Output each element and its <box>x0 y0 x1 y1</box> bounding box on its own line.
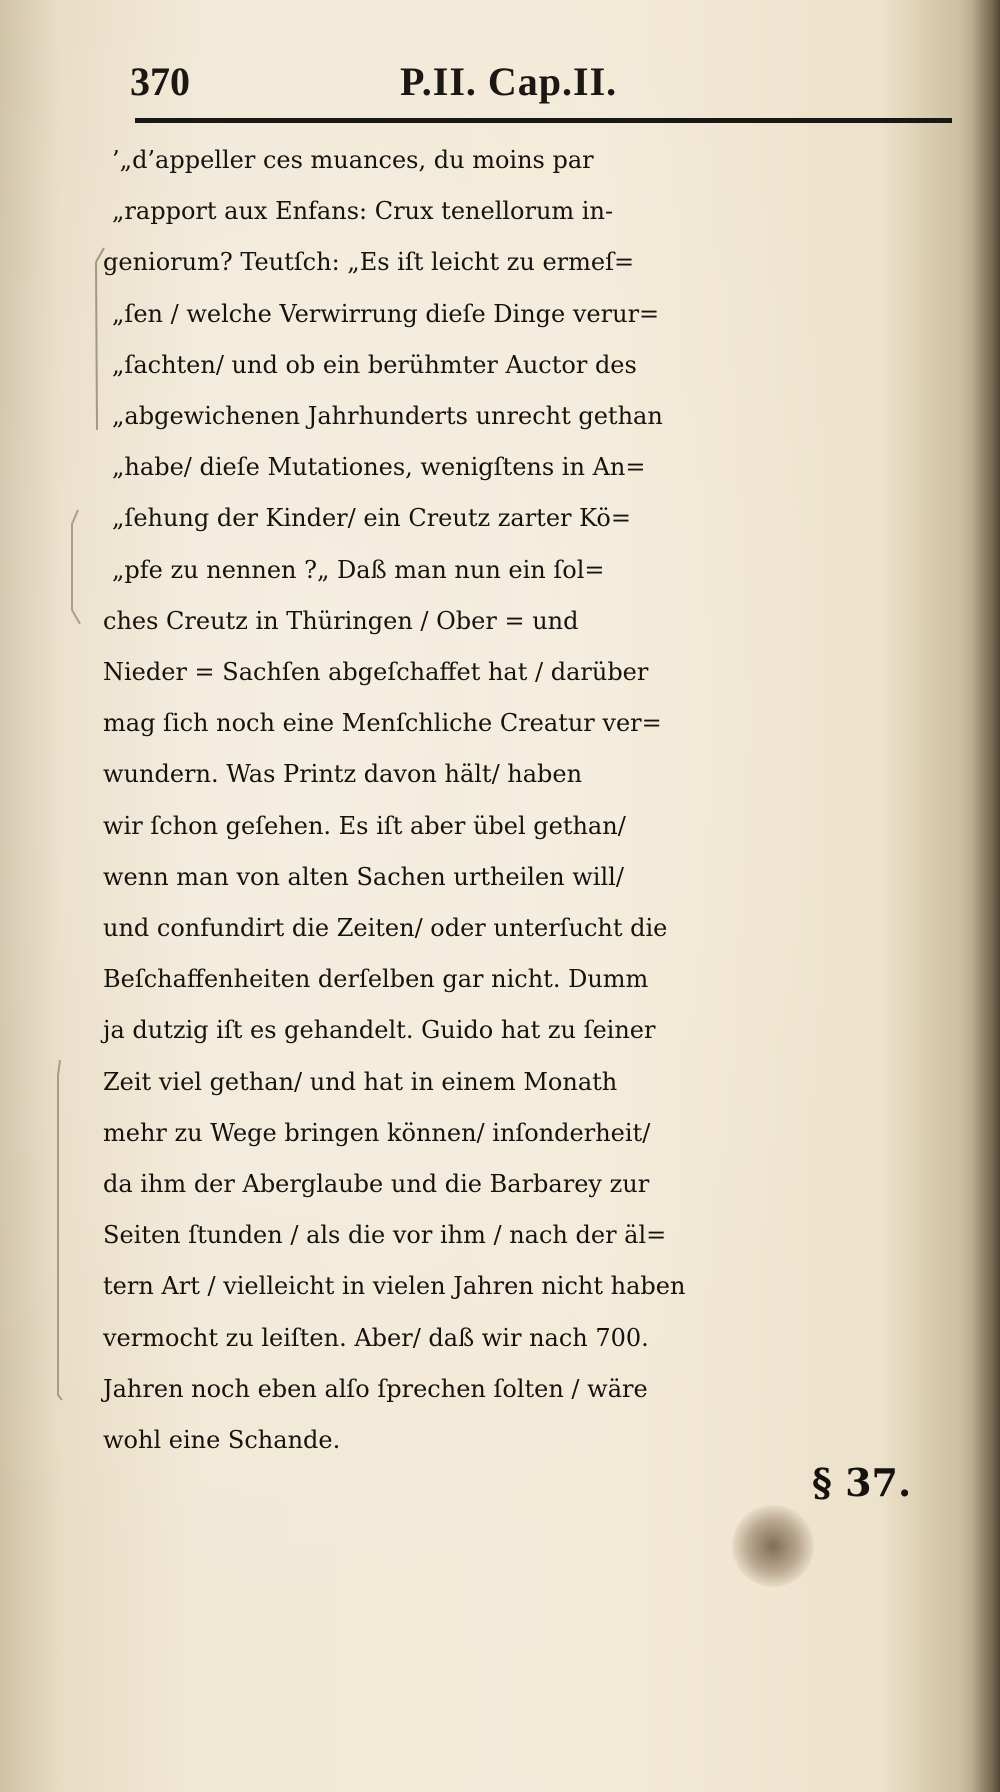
text-line: „ſen / welche Verwirrung dieſe Dinge verur= <box>112 299 660 328</box>
text-line: Seiten ſtunden / als die vor ihm / nach der äl= <box>103 1221 667 1250</box>
text-line: „abgewichenen Jahrhunderts unrecht gethan <box>112 402 663 431</box>
text-line: wundern. Was Printz davon hält/ haben <box>103 760 583 789</box>
text-line: Nieder = Sachſen abgeſchaffet hat / darüber <box>103 658 649 687</box>
text-line: ’„d’appeller ces muances, du moins par <box>112 146 594 174</box>
text-line: Jahren noch eben alſo ſprechen ſolten / wäre <box>103 1374 648 1403</box>
text-line: Zeit viel gethan/ und hat in einem Monath <box>103 1067 618 1096</box>
text-line: wenn man von alten Sachen urtheilen will/ <box>103 862 624 891</box>
catchword: § 37. <box>812 1460 912 1505</box>
text-line: tern Art / vielleicht in vielen Jahren nicht haben <box>103 1272 686 1301</box>
text-line: „ſachten/ und ob ein berühmter Auctor des <box>112 350 637 379</box>
text-line: wohl eine Schande. <box>103 1426 341 1455</box>
header-rule <box>135 118 952 123</box>
text-line: „rapport aux Enfans: Crux tenellorum in- <box>112 197 614 226</box>
text-line: ja dutzig iſt es gehandelt. Guido hat zu ſeiner <box>103 1016 656 1045</box>
running-head: P.II. Cap.II. <box>400 59 618 104</box>
text-line: „ſehung der Kinder/ ein Creutz zarter Kö= <box>112 504 631 533</box>
text-line: und confundirt die Zeiten/ oder unterſucht die <box>103 914 668 943</box>
text-line: wir ſchon geſehen. Es iſt aber übel gethan/ <box>103 811 626 840</box>
body-text <box>103 135 963 1466</box>
text-line: „pfe zu nennen ?„ Daß man nun ein ſol= <box>112 555 605 584</box>
page-header <box>130 58 950 118</box>
text-line: ches Creutz in Thüringen / Ober = und <box>103 606 579 635</box>
text-line: „habe/ dieſe Mutationes, wenigſtens in An= <box>112 453 646 482</box>
text-line: Beſchaffenheiten derſelben gar nicht. Dumm <box>103 965 649 994</box>
text-line: mag ſich noch eine Menſchliche Creatur ver= <box>103 709 662 738</box>
ink-stain <box>732 1505 814 1587</box>
text-line: geniorum? Teutſch: „Es iſt leicht zu ermeſ= <box>103 248 635 277</box>
text-line: mehr zu Wege bringen können/ inſonderheit/ <box>103 1118 651 1147</box>
page-number: 370 <box>130 59 190 104</box>
text-line: vermocht zu leiſten. Aber/ daß wir nach 700. <box>103 1323 649 1352</box>
text-line: da ihm der Aberglaube und die Barbarey zur <box>103 1170 650 1199</box>
